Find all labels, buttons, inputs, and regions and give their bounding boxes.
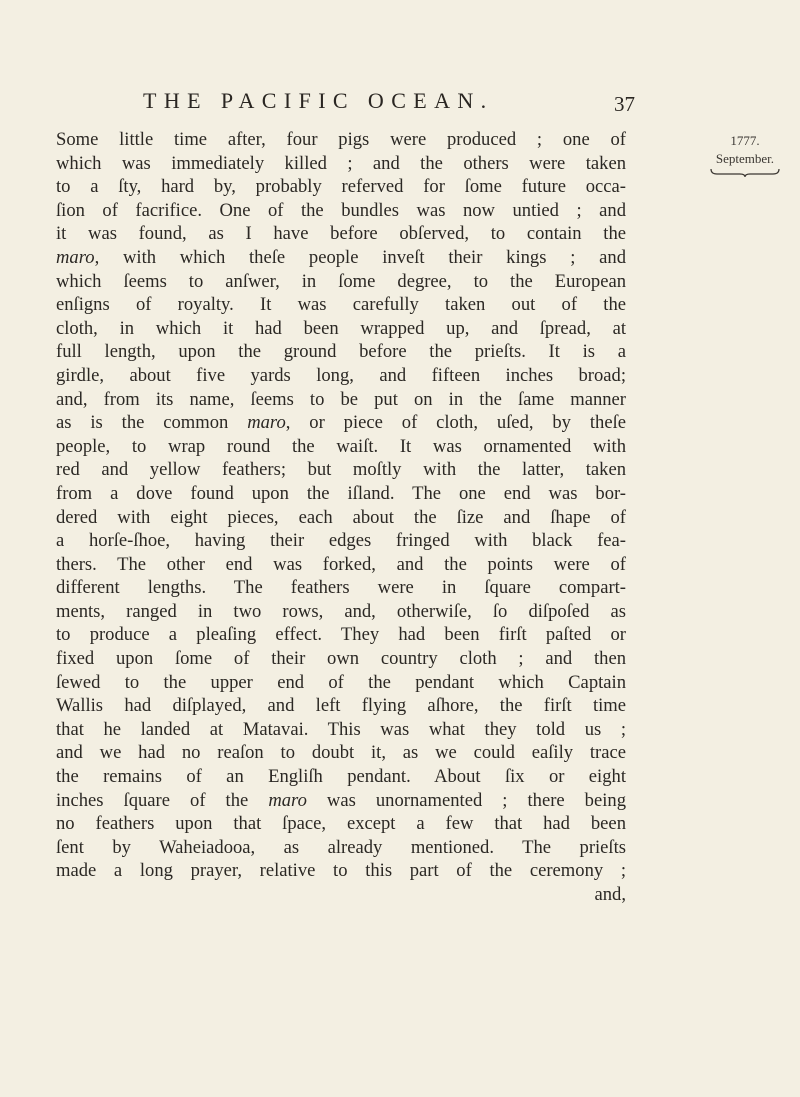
text-segment: which was immediately killed ; and the others were taken (56, 152, 626, 174)
text-line (56, 529, 626, 553)
text-line (56, 128, 626, 152)
margin-date-note (707, 132, 783, 178)
text-line (56, 152, 626, 176)
text-segment: ſion of facrifice. One of the bundles was now untied ; and (56, 199, 626, 221)
text-line (56, 647, 626, 671)
text-line (56, 199, 626, 223)
text-line (56, 718, 626, 742)
text-segment: , or piece of cloth, uſed, by theſe (285, 412, 626, 434)
text-segment: a horſe-ſhoe, having their edges fringed with black fea- (56, 530, 626, 552)
text-segment: to produce a pleaſing effect. They had been firſt paſted or (56, 624, 626, 646)
text-line (56, 859, 626, 883)
text-segment: was unornamented ; there being (306, 789, 626, 811)
text-line (56, 411, 626, 435)
text-segment: to a ſty, hard by, probably referved for ſome future occa- (56, 176, 626, 198)
text-segment: fixed upon ſome of their own country cloth ; and then (56, 648, 626, 670)
text-line (56, 222, 626, 246)
text-line (56, 694, 626, 718)
text-segment: it was found, as I have before obſerved, to contain the (56, 223, 626, 245)
margin-month: September. (715, 151, 775, 166)
margin-year: 1777. (730, 133, 760, 148)
catchword: and, (594, 884, 626, 905)
text-line (56, 388, 626, 412)
body-text (56, 128, 626, 907)
text-segment: people, to wrap round the waiſt. It was ornamented with (56, 435, 626, 457)
text-line (56, 435, 626, 459)
text-line (56, 246, 626, 270)
text-segment: ments, ranged in two rows, and, otherwiſe, ſo diſpoſed as (56, 600, 626, 622)
text-segment: which ſeems to anſwer, in ſome degree, to the European (56, 270, 626, 292)
text-segment: ſewed to the upper end of the pendant which Captain (56, 671, 626, 693)
page-number: 37 (614, 92, 635, 116)
text-line (56, 175, 626, 199)
text-segment: no feathers upon that ſpace, except a few that had been (56, 813, 626, 835)
text-segment: full length, upon the ground before the prieſts. It is a (56, 341, 626, 363)
text-segment: different lengths. The feathers were in ſquare compart- (56, 577, 626, 599)
running-title: THE PACIFIC OCEAN. (143, 88, 494, 113)
text-segment: and, from its name, ſeems to be put on in the ſame manner (56, 388, 626, 410)
text-line (56, 765, 626, 789)
text-segment: cloth, in which it had been wrapped up, and ſpread, at (56, 317, 626, 339)
text-segment: enſigns of royalty. It was carefully taken out of the (56, 294, 626, 316)
text-segment: inches ſquare of the (56, 789, 269, 811)
text-segment: ſent by Waheiadooa, as already mentioned. The prieſts (56, 836, 626, 858)
italic-term: maro (247, 412, 286, 434)
text-line (56, 458, 626, 482)
italic-term: maro (56, 246, 95, 268)
text-line (56, 364, 626, 388)
text-segment: from a dove found upon the iſland. The one end was bor- (56, 482, 626, 504)
text-line (56, 600, 626, 624)
text-segment: dered with eight pieces, each about the ſize and ſhape of (56, 506, 626, 528)
text-line (56, 836, 626, 860)
text-line (56, 671, 626, 695)
text-segment: Some little time after, four pigs were produced ; one of (56, 129, 626, 150)
text-line (56, 789, 626, 813)
text-segment: and we had no reaſon to doubt it, as we could eaſily trace (56, 742, 626, 764)
text-segment: red and yellow feathers; but moſtly with the latter, taken (56, 459, 626, 481)
text-line (56, 623, 626, 647)
text-segment: as is the common (56, 412, 248, 434)
text-segment: made a long prayer, relative to this part of the ceremony ; (56, 860, 626, 882)
text-line (56, 741, 626, 765)
text-line (56, 340, 626, 364)
italic-term: maro (268, 789, 307, 811)
text-line (56, 270, 626, 294)
text-line (56, 317, 626, 341)
text-segment: that he landed at Matavai. This was what they told us ; (56, 718, 626, 740)
text-line (56, 482, 626, 506)
text-segment: girdle, about five yards long, and fifteen inches broad; (56, 364, 626, 386)
text-segment: Wallis had diſplayed, and left flying aſhore, the firſt time (56, 695, 626, 717)
text-line (56, 812, 626, 836)
text-line (56, 553, 626, 577)
text-segment: , with which theſe people inveſt their kings ; and (94, 246, 626, 268)
text-line (56, 576, 626, 600)
running-head (0, 88, 800, 118)
text-segment: the remains of an Engliſh pendant. About ſix or eight (56, 766, 626, 788)
text-line (56, 506, 626, 530)
text-segment: thers. The other end was forked, and the points were of (56, 553, 626, 575)
text-line (56, 293, 626, 317)
brace-icon (707, 168, 783, 178)
